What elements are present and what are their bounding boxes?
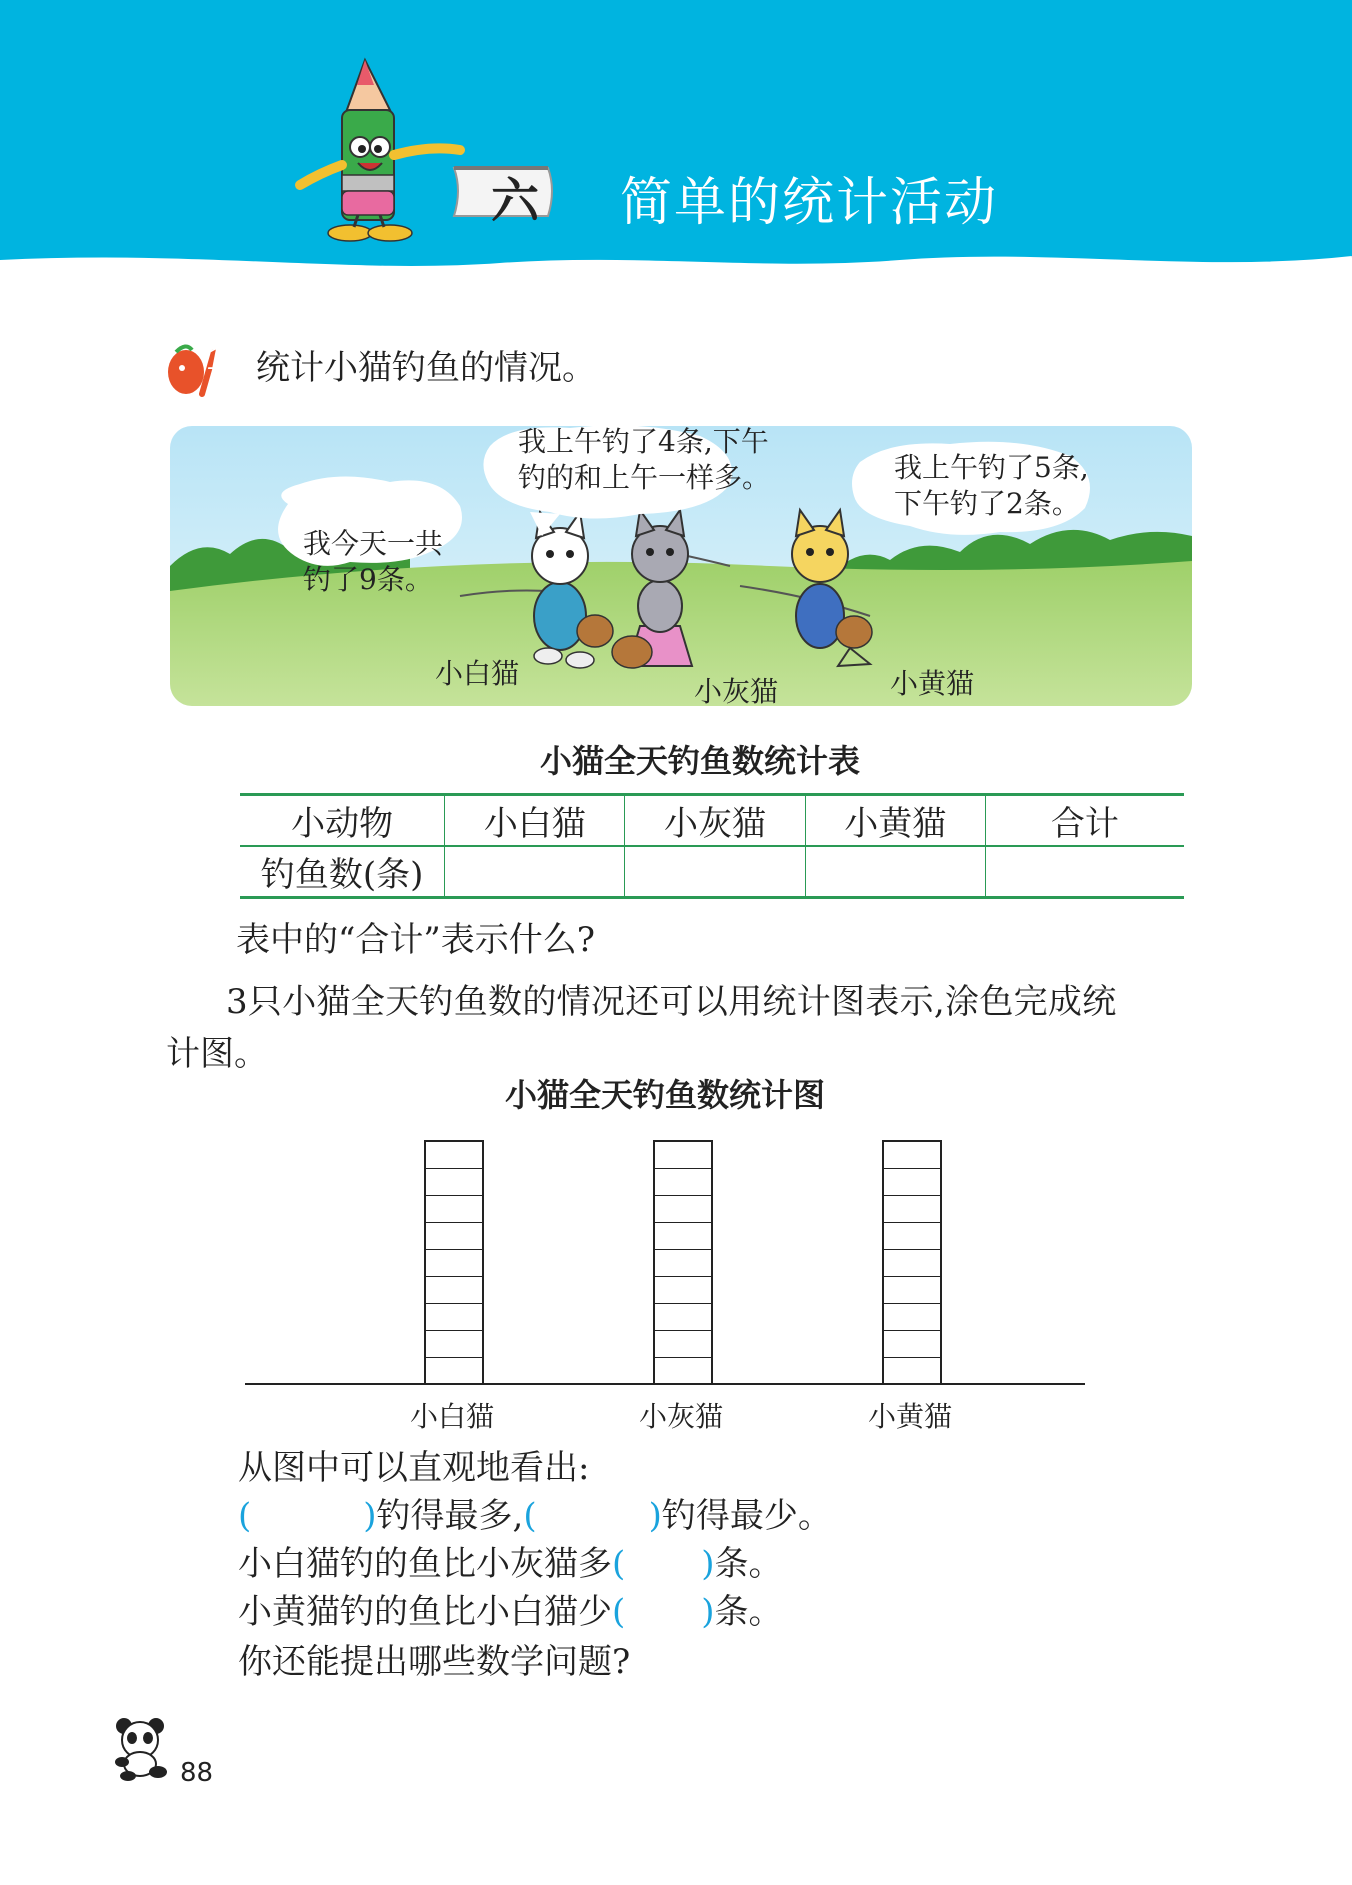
speech-bubble-white-cat	[303, 526, 443, 599]
speech-bubble-grey-cat	[518, 424, 770, 497]
table-header-cell: 合计	[985, 795, 1184, 847]
chart-bar-cell[interactable]	[884, 1223, 940, 1250]
chart-bar-cell[interactable]	[426, 1250, 482, 1277]
chapter-number: 六	[490, 173, 539, 229]
chart-bar-cell[interactable]	[655, 1142, 711, 1169]
table-header-row	[240, 795, 1184, 847]
question-3	[238, 1590, 783, 1634]
chart-bar-grid[interactable]	[882, 1140, 942, 1385]
problem-number: 1	[206, 342, 227, 377]
table-answer-cell[interactable]	[445, 846, 625, 898]
problem-text: 统计小猫钓鱼的情况。	[256, 348, 596, 388]
bubble-line: 钓了9条。	[303, 563, 433, 597]
chart-bar-cell[interactable]	[655, 1358, 711, 1385]
chart-bar-cell[interactable]	[426, 1331, 482, 1358]
bubble-line: 我今天一共	[303, 527, 444, 560]
chart-bar-cell[interactable]	[655, 1196, 711, 1223]
chart-x-tick-label: 小黄猫	[867, 1400, 952, 1433]
answer-paren-open: (	[612, 1544, 626, 1584]
question-1-part1: 钓得最多,	[376, 1496, 524, 1536]
chart-x-tick-label: 小白猫	[409, 1400, 494, 1433]
chart-x-tick-label: 小灰猫	[638, 1400, 723, 1433]
chart-bar-cell[interactable]	[426, 1142, 482, 1169]
speech-bubble-yellow-cat	[894, 450, 1089, 523]
unit-text: 条。	[714, 1544, 783, 1584]
chart-bar-grid[interactable]	[653, 1140, 713, 1385]
question-2-text: 小白猫钓的鱼比小灰猫多	[238, 1544, 612, 1584]
chart-bar-cell[interactable]	[884, 1169, 940, 1196]
chart-bar-cell[interactable]	[426, 1304, 482, 1331]
question-1-part2: 钓得最少。	[661, 1496, 832, 1536]
table-row	[240, 846, 1184, 898]
cat-label-yellow: 小黄猫	[890, 667, 975, 700]
table-answer-cell[interactable]	[985, 846, 1184, 898]
chart-title: 小猫全天钓鱼数统计图	[505, 1076, 826, 1114]
cat-label-grey: 小灰猫	[694, 675, 779, 708]
table-header-cell: 小动物	[240, 795, 445, 847]
chart-bar-cell[interactable]	[884, 1358, 940, 1385]
question-2	[238, 1542, 783, 1586]
unit-text: 条。	[714, 1592, 783, 1632]
bubble-line: 下午钓了2条。	[894, 487, 1080, 521]
chapter-title: 简单的统计活动	[620, 173, 999, 233]
table-caption: 小猫全天钓鱼数统计表	[540, 742, 861, 780]
question-1	[238, 1494, 832, 1538]
bubble-line: 钓的和上午一样多。	[518, 461, 771, 495]
chart-bar-cell[interactable]	[655, 1250, 711, 1277]
chart-bar-cell[interactable]	[426, 1169, 482, 1196]
chart-bar-cell[interactable]	[426, 1223, 482, 1250]
chart-bar-cell[interactable]	[426, 1358, 482, 1385]
questions-intro: 从图中可以直观地看出:	[238, 1448, 590, 1488]
bubble-line: 我上午钓了5条,	[894, 451, 1089, 484]
chart-bar-cell[interactable]	[426, 1196, 482, 1223]
chart-bar-cell[interactable]	[884, 1250, 940, 1277]
chart-bar-cell[interactable]	[884, 1304, 940, 1331]
table-header-cell: 小灰猫	[625, 795, 805, 847]
answer-paren-close: )	[701, 1592, 715, 1632]
chart-bar-cell[interactable]	[426, 1277, 482, 1304]
chart-bar-cell[interactable]	[884, 1196, 940, 1223]
panda-icon	[112, 1716, 168, 1782]
cat-label-white: 小白猫	[435, 657, 520, 690]
bubble-line: 我上午钓了4条,下午	[518, 425, 769, 458]
chart-bar-cell[interactable]	[655, 1223, 711, 1250]
answer-paren-close: )	[701, 1544, 715, 1584]
bar-chart	[245, 1125, 1085, 1433]
chart-bar-cell[interactable]	[655, 1169, 711, 1196]
answer-paren-close: )	[648, 1496, 662, 1536]
question-3-text: 小黄猫钓的鱼比小白猫少	[238, 1592, 612, 1632]
question-total: 表中的“合计”表示什么?	[236, 920, 595, 960]
fish-count-table	[240, 793, 1184, 899]
answer-paren-open: (	[238, 1496, 252, 1536]
problem-number-badge-icon	[162, 342, 240, 400]
chart-bar-cell[interactable]	[655, 1304, 711, 1331]
table-header-cell: 小黄猫	[805, 795, 985, 847]
chart-bar-cell[interactable]	[884, 1331, 940, 1358]
chart-bar-grid[interactable]	[424, 1140, 484, 1385]
table-row-label: 钓鱼数(条)	[240, 846, 445, 898]
chart-bar-cell[interactable]	[884, 1142, 940, 1169]
table-header-cell: 小白猫	[445, 795, 625, 847]
chart-bar-cell[interactable]	[884, 1277, 940, 1304]
page-number: 88	[180, 1758, 214, 1788]
question-4: 你还能提出哪些数学问题?	[238, 1642, 631, 1682]
answer-paren-open: (	[612, 1592, 626, 1632]
chart-bar-cell[interactable]	[655, 1331, 711, 1358]
table-answer-cell[interactable]	[625, 846, 805, 898]
chapter-header-banner	[0, 0, 1352, 300]
chart-bar-cell[interactable]	[655, 1277, 711, 1304]
table-answer-cell[interactable]	[805, 846, 985, 898]
answer-paren-close: )	[363, 1496, 377, 1536]
answer-paren-open: (	[523, 1496, 537, 1536]
instruction-line-2: 计图。	[166, 1034, 268, 1074]
instruction-line-1: 3只小猫全天钓鱼数的情况还可以用统计图表示,涂色完成统	[226, 982, 1117, 1022]
